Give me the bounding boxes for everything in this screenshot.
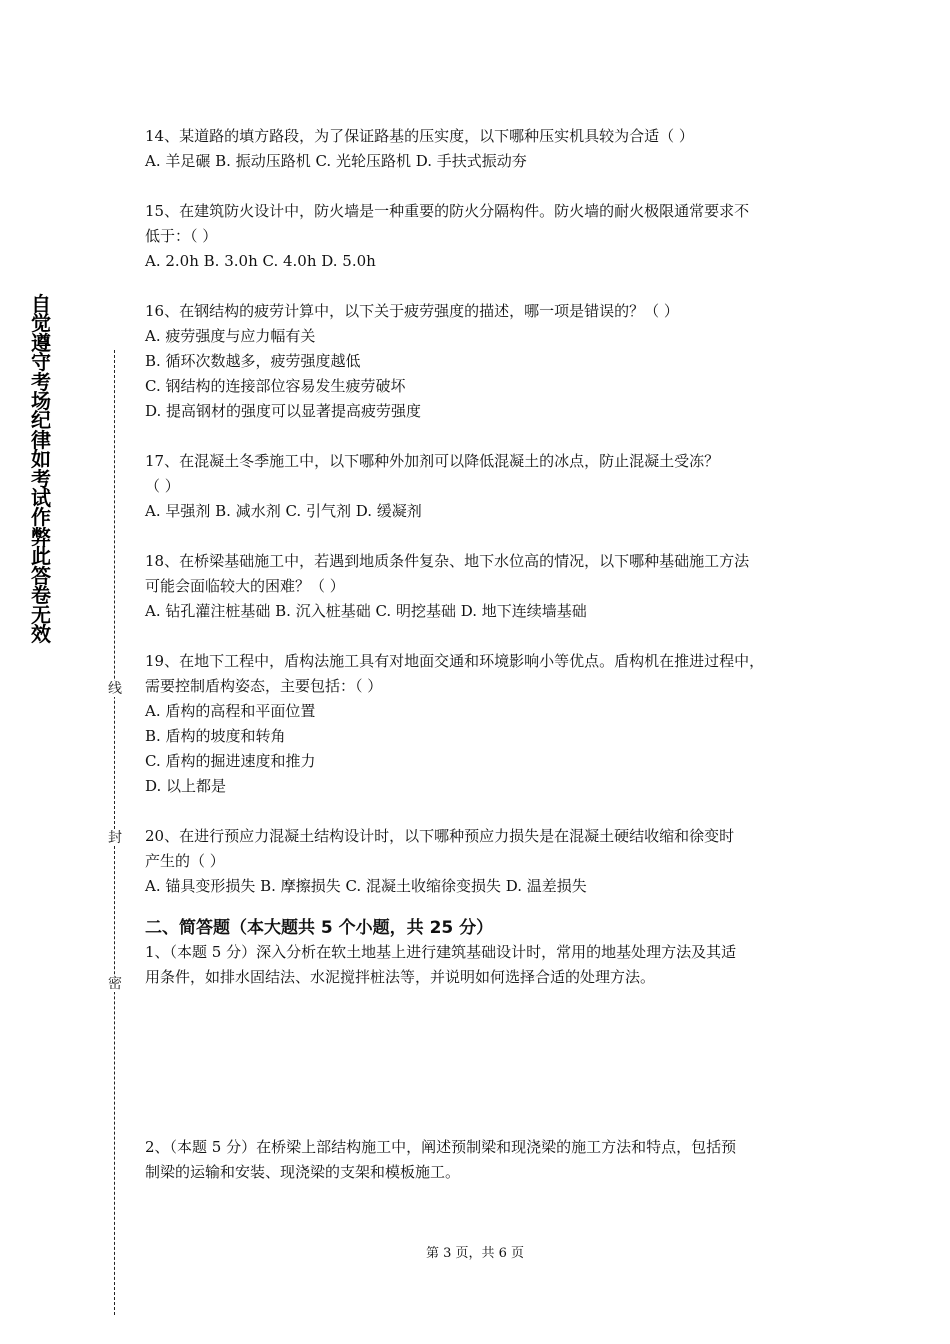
question-option: C. 盾构的掘进速度和推力 [145, 752, 316, 770]
question-19 [145, 649, 825, 799]
exam-content [145, 124, 825, 1185]
question-14 [145, 124, 825, 174]
section-title-short-answer: 二、简答题（本大题共 5 个小题，共 25 分） [145, 918, 494, 938]
question-stem: 可能会面临较大的困难？（ ） [145, 577, 345, 595]
seal-mark-secret: 密 [108, 976, 122, 992]
question-stem: 20、在进行预应力混凝土结构设计时，以下哪种预应力损失是在混凝土硬结收缩和徐变时 [145, 827, 735, 845]
question-stem: 用条件，如排水固结法、水泥搅拌桩法等，并说明如何选择合适的处理方法。 [145, 968, 656, 986]
question-option: B. 循环次数越多，疲劳强度越低 [145, 352, 361, 370]
question-stem: 低于：（ ） [145, 227, 218, 245]
question-20 [145, 824, 825, 899]
short-answer-question-2 [145, 1135, 825, 1185]
page-number: 第 3 页，共 6 页 [425, 1246, 525, 1261]
question-option: A. 疲劳强度与应力幅有关 [145, 327, 316, 345]
seal-mark-seal: 封 [108, 830, 122, 846]
question-option: C. 钢结构的连接部位容易发生疲劳破坏 [145, 377, 406, 395]
question-stem: 17、在混凝土冬季施工中，以下哪种外加剂可以降低混凝土的冰点，防止混凝土受冻？ [145, 452, 720, 470]
question-15 [145, 199, 825, 274]
question-16 [145, 299, 825, 424]
question-stem: 19、在地下工程中，盾构法施工具有对地面交通和环境影响小等优点。盾构机在推进过程中， [145, 652, 765, 670]
short-answer-question-1 [145, 940, 825, 990]
question-options: A. 早强剂 B. 减水剂 C. 引气剂 D. 缓凝剂 [145, 502, 422, 520]
question-stem: （ ） [145, 477, 180, 495]
question-stem: 18、在桥梁基础施工中，若遇到地质条件复杂、地下水位高的情况，以下哪种基础施工方法 [145, 552, 750, 570]
question-option: B. 盾构的坡度和转角 [145, 727, 286, 745]
question-stem: 需要控制盾构姿态，主要包括：（ ） [145, 677, 383, 695]
question-stem: 制梁的运输和安装、现浇梁的支架和模板施工。 [145, 1163, 461, 1181]
answer-space [145, 990, 825, 1135]
question-options: A. 2.0h B. 3.0h C. 4.0h D. 5.0h [145, 252, 376, 270]
question-18 [145, 549, 825, 624]
question-option: D. 以上都是 [145, 777, 227, 795]
question-stem: 2、（本题 5 分）在桥梁上部结构施工中，阐述预制梁和现浇梁的施工方法和特点，包括预 [145, 1138, 737, 1156]
exam-discipline-notice: 自觉遵守考场纪律如考试作弊此答卷无效 [31, 292, 51, 646]
question-stem: 16、在钢结构的疲劳计算中，以下关于疲劳强度的描述，哪一项是错误的？（ ） [145, 302, 679, 320]
question-options: A. 钻孔灌注桩基础 B. 沉入桩基础 C. 明挖基础 D. 地下连续墙基础 [145, 602, 587, 620]
question-option: A. 盾构的高程和平面位置 [145, 702, 316, 720]
question-stem: 15、在建筑防火设计中，防火墙是一种重要的防火分隔构件。防火墙的耐火极限通常要求不 [145, 202, 750, 220]
question-17 [145, 449, 825, 524]
seal-mark-line: 线 [108, 681, 122, 697]
question-stem: 14、某道路的填方路段，为了保证路基的压实度，以下哪种压实机具较为合适（ ） [145, 127, 694, 145]
question-options: A. 锚具变形损失 B. 摩擦损失 C. 混凝土收缩徐变损失 D. 温差损失 [145, 877, 587, 895]
question-options: A. 羊足碾 B. 振动压路机 C. 光轮压路机 D. 手扶式振动夯 [145, 152, 527, 170]
question-stem: 1、（本题 5 分）深入分析在软土地基上进行建筑基础设计时，常用的地基处理方法及其适 [145, 943, 737, 961]
question-stem: 产生的（ ） [145, 852, 225, 870]
question-option: D. 提高钢材的强度可以显著提高疲劳强度 [145, 402, 422, 420]
